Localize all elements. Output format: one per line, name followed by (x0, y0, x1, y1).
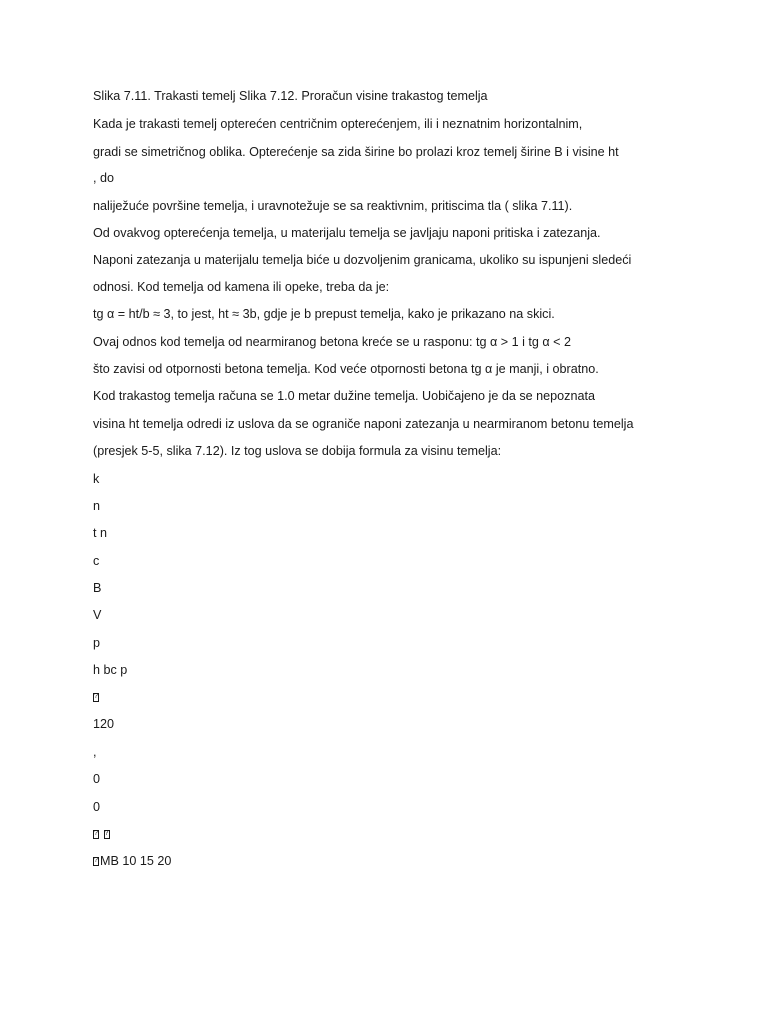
formula-fragment: n (93, 499, 101, 513)
text-line: Ovaj odnos kod temelja od nearmiranog betona kreće se u rasponu: tg α > 1 i tg α < 2 (93, 335, 572, 349)
formula-fragment: p (93, 636, 101, 650)
formula-fragment: k (93, 472, 100, 486)
text-line: odnosi. Kod temelja od kamena ili opeke, treba da je: (93, 280, 390, 294)
text-line: Kod trakastog temelja računa se 1.0 metar dužine temelja. Uobičajeno je da se nepoznata (93, 389, 595, 403)
formula-fragment: 120 (93, 717, 115, 731)
text-line: Naponi zatezanja u materijalu temelja biće u dozvoljenim granicama, ukoliko su ispunjeni sledeći (93, 253, 632, 267)
formula-fragment: h bc p (93, 663, 128, 677)
missing-glyph-icon (93, 857, 99, 866)
formula-fragment: 0 (93, 800, 101, 814)
missing-glyph-icon (93, 830, 99, 839)
missing-glyph-icon (104, 830, 110, 839)
text-line: tg α = ht/b ≈ 3, to jest, ht ≈ 3b, gdje je b prepust temelja, kako je prikazano na skici. (93, 307, 555, 321)
formula-fragment (93, 853, 171, 869)
formula-fragment: 0 (93, 772, 101, 786)
text-line: naliježuće površine temelja, i uravnotežuje se sa reaktivnim, pritiscima tla ( slika 7.11). (93, 199, 573, 213)
formula-fragment: V (93, 608, 102, 622)
text-line: gradi se simetričnog oblika. Opterećenje sa zida širine bo prolazi kroz temelj širine B i visine ht (93, 145, 619, 159)
text-line: visina ht temelja odredi iz uslova da se ograniče naponi zatezanja u nearmiranom betonu temelja (93, 417, 634, 431)
text-line: (presjek 5-5, slika 7.12). Iz tog uslova se dobija formula za visinu temelja: (93, 444, 502, 458)
text-line: Od ovakvog opterećenja temelja, u materijalu temelja se javljaju naponi pritiska i zatezanja. (93, 226, 601, 240)
text-line: Kada je trakasti temelj opterećen centričnim opterećenjem, ili i neznatnim horizontalnim, (93, 117, 583, 131)
formula-fragment: t n (93, 526, 108, 540)
mb-values: MB 10 15 20 (100, 854, 172, 868)
formula-fragment: , (93, 745, 97, 759)
formula-fragment: B (93, 581, 102, 595)
missing-glyph-icon (93, 693, 99, 702)
text-line: , do (93, 171, 115, 185)
formula-fragment (93, 689, 100, 705)
text-line: Slika 7.11. Trakasti temelj Slika 7.12. Proračun visine trakastog temelja (93, 89, 488, 103)
formula-fragment: c (93, 554, 100, 568)
formula-fragment (93, 826, 111, 842)
text-line: što zavisi od otpornosti betona temelja. Kod veće otpornosti betona tg α je manji, i obratno. (93, 362, 599, 376)
